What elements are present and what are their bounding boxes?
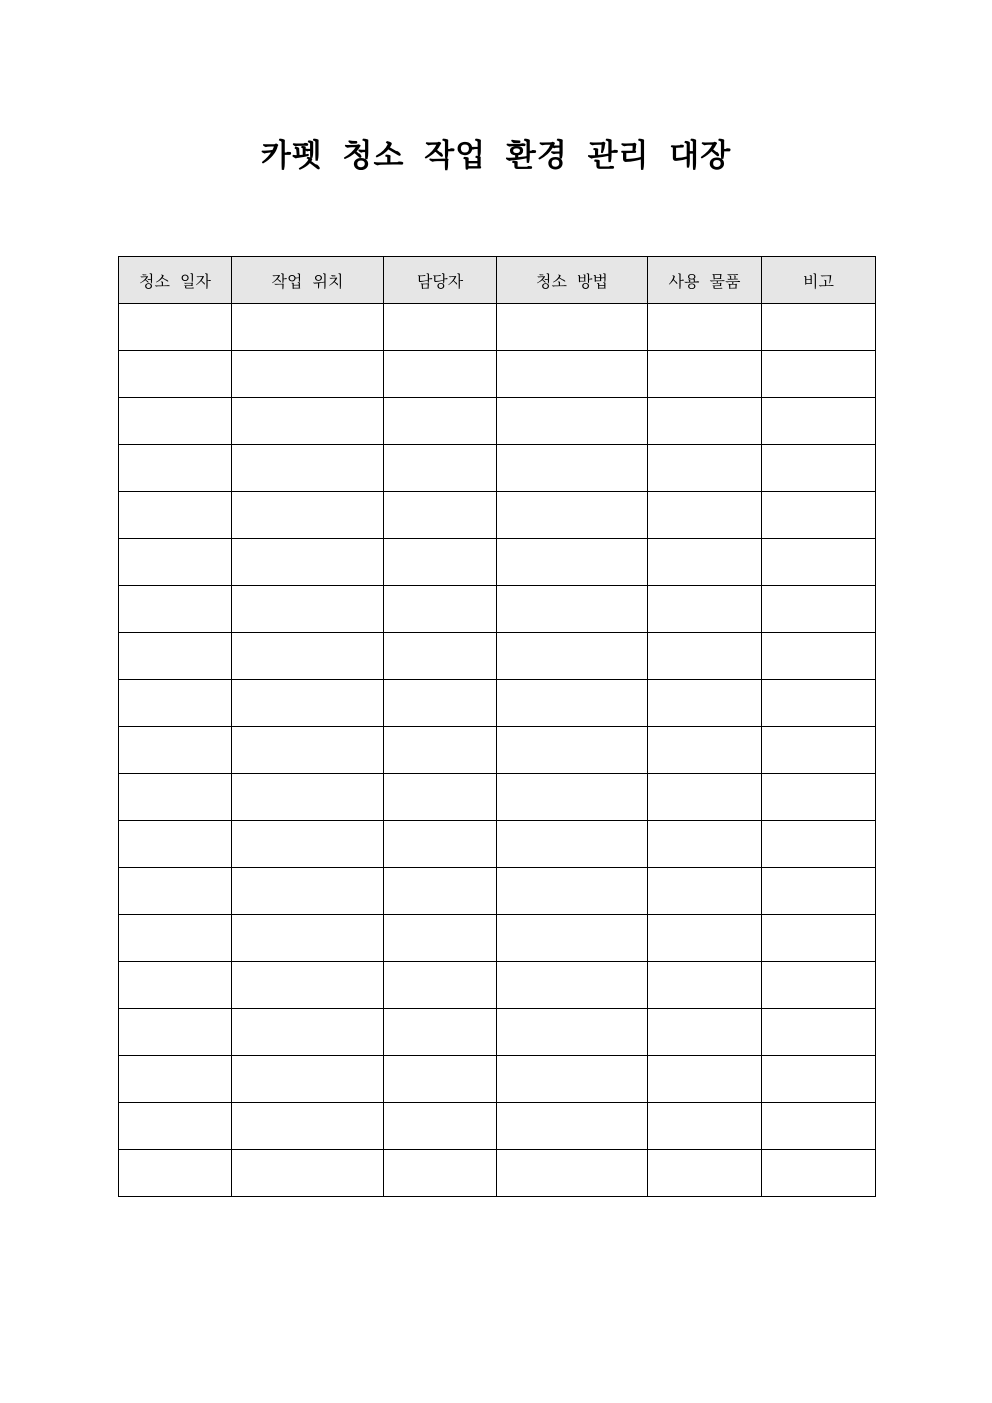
cell-cleaning-date[interactable] — [119, 868, 232, 915]
cell-cleaning-method[interactable] — [497, 680, 648, 727]
cell-cleaning-method[interactable] — [497, 821, 648, 868]
cell-cleaning-method[interactable] — [497, 868, 648, 915]
cleaning-log-table — [118, 256, 876, 1197]
table-row — [119, 868, 876, 915]
cell-work-location[interactable] — [232, 680, 384, 727]
cell-cleaning-date[interactable] — [119, 1009, 232, 1056]
cell-person-in-charge[interactable] — [384, 398, 497, 445]
cell-cleaning-method[interactable] — [497, 1056, 648, 1103]
table-row — [119, 1056, 876, 1103]
table-row — [119, 492, 876, 539]
cell-remarks[interactable] — [762, 1150, 876, 1197]
cell-supplies-used[interactable] — [648, 915, 762, 962]
table-row — [119, 962, 876, 1009]
table-header-row — [119, 257, 876, 304]
cell-work-location[interactable] — [232, 633, 384, 680]
cell-work-location[interactable] — [232, 586, 384, 633]
cell-supplies-used[interactable] — [648, 445, 762, 492]
cell-supplies-used[interactable] — [648, 868, 762, 915]
table-row — [119, 304, 876, 351]
cell-cleaning-date[interactable] — [119, 586, 232, 633]
cell-person-in-charge[interactable] — [384, 445, 497, 492]
table-row — [119, 774, 876, 821]
cell-cleaning-method[interactable] — [497, 633, 648, 680]
cell-person-in-charge[interactable] — [384, 774, 497, 821]
cell-remarks[interactable] — [762, 680, 876, 727]
table-row — [119, 633, 876, 680]
cell-remarks[interactable] — [762, 915, 876, 962]
header-cleaning-date: 청소 일자 — [119, 257, 232, 304]
cell-work-location[interactable] — [232, 1103, 384, 1150]
cell-cleaning-date[interactable] — [119, 915, 232, 962]
cell-remarks[interactable] — [762, 586, 876, 633]
cell-supplies-used[interactable] — [648, 1150, 762, 1197]
cell-person-in-charge[interactable] — [384, 304, 497, 351]
cell-work-location[interactable] — [232, 1056, 384, 1103]
cell-cleaning-date[interactable] — [119, 398, 232, 445]
cell-supplies-used[interactable] — [648, 492, 762, 539]
cell-cleaning-method[interactable] — [497, 304, 648, 351]
cell-person-in-charge[interactable] — [384, 821, 497, 868]
cell-cleaning-date[interactable] — [119, 445, 232, 492]
cell-remarks[interactable] — [762, 868, 876, 915]
cell-remarks[interactable] — [762, 821, 876, 868]
cell-cleaning-method[interactable] — [497, 398, 648, 445]
cell-cleaning-method[interactable] — [497, 727, 648, 774]
cell-supplies-used[interactable] — [648, 304, 762, 351]
cell-remarks[interactable] — [762, 633, 876, 680]
cell-person-in-charge[interactable] — [384, 539, 497, 586]
cell-cleaning-method[interactable] — [497, 586, 648, 633]
cell-work-location[interactable] — [232, 1009, 384, 1056]
cell-cleaning-method[interactable] — [497, 962, 648, 1009]
cell-person-in-charge[interactable] — [384, 492, 497, 539]
cell-remarks[interactable] — [762, 1009, 876, 1056]
header-remarks: 비고 — [762, 257, 876, 304]
cell-supplies-used[interactable] — [648, 821, 762, 868]
table-row — [119, 539, 876, 586]
cell-cleaning-date[interactable] — [119, 680, 232, 727]
table-row — [119, 821, 876, 868]
cell-work-location[interactable] — [232, 774, 384, 821]
cell-work-location[interactable] — [232, 727, 384, 774]
cell-remarks[interactable] — [762, 1103, 876, 1150]
cell-supplies-used[interactable] — [648, 586, 762, 633]
cell-supplies-used[interactable] — [648, 1009, 762, 1056]
cell-supplies-used[interactable] — [648, 680, 762, 727]
cell-supplies-used[interactable] — [648, 1103, 762, 1150]
table-row — [119, 915, 876, 962]
cell-remarks[interactable] — [762, 398, 876, 445]
cell-supplies-used[interactable] — [648, 727, 762, 774]
cell-person-in-charge[interactable] — [384, 868, 497, 915]
cell-person-in-charge[interactable] — [384, 1150, 497, 1197]
cell-person-in-charge[interactable] — [384, 633, 497, 680]
table-row — [119, 398, 876, 445]
cell-person-in-charge[interactable] — [384, 586, 497, 633]
cell-remarks[interactable] — [762, 727, 876, 774]
cell-cleaning-date[interactable] — [119, 351, 232, 398]
cell-cleaning-method[interactable] — [497, 915, 648, 962]
cell-cleaning-date[interactable] — [119, 727, 232, 774]
table-row — [119, 351, 876, 398]
table-row — [119, 1150, 876, 1197]
cell-supplies-used[interactable] — [648, 351, 762, 398]
cell-remarks[interactable] — [762, 962, 876, 1009]
table-row — [119, 445, 876, 492]
cell-work-location[interactable] — [232, 915, 384, 962]
table-row — [119, 1103, 876, 1150]
cell-person-in-charge[interactable] — [384, 915, 497, 962]
cell-cleaning-method[interactable] — [497, 539, 648, 586]
cell-cleaning-date[interactable] — [119, 539, 232, 586]
cell-work-location[interactable] — [232, 868, 384, 915]
cell-work-location[interactable] — [232, 304, 384, 351]
cell-person-in-charge[interactable] — [384, 1056, 497, 1103]
cell-work-location[interactable] — [232, 445, 384, 492]
cell-remarks[interactable] — [762, 304, 876, 351]
cell-work-location[interactable] — [232, 821, 384, 868]
cell-cleaning-date[interactable] — [119, 1150, 232, 1197]
cell-person-in-charge[interactable] — [384, 1103, 497, 1150]
header-person-in-charge: 담당자 — [384, 257, 497, 304]
cell-cleaning-date[interactable] — [119, 821, 232, 868]
cell-cleaning-date[interactable] — [119, 1103, 232, 1150]
cell-remarks[interactable] — [762, 774, 876, 821]
cell-person-in-charge[interactable] — [384, 962, 497, 1009]
cell-cleaning-method[interactable] — [497, 445, 648, 492]
cell-cleaning-method[interactable] — [497, 774, 648, 821]
cell-cleaning-method[interactable] — [497, 351, 648, 398]
cell-supplies-used[interactable] — [648, 962, 762, 1009]
page-title: 카펫 청소 작업 환경 관리 대장 — [260, 138, 732, 174]
header-supplies-used: 사용 물품 — [648, 257, 762, 304]
cell-remarks[interactable] — [762, 539, 876, 586]
table-row — [119, 727, 876, 774]
cell-person-in-charge[interactable] — [384, 727, 497, 774]
cell-cleaning-method[interactable] — [497, 492, 648, 539]
cell-person-in-charge[interactable] — [384, 680, 497, 727]
cell-cleaning-date[interactable] — [119, 774, 232, 821]
cell-remarks[interactable] — [762, 492, 876, 539]
table-row — [119, 586, 876, 633]
cell-supplies-used[interactable] — [648, 398, 762, 445]
cell-supplies-used[interactable] — [648, 774, 762, 821]
cell-cleaning-date[interactable] — [119, 492, 232, 539]
table-body — [119, 304, 876, 1197]
cell-cleaning-method[interactable] — [497, 1150, 648, 1197]
cell-supplies-used[interactable] — [648, 633, 762, 680]
cell-supplies-used[interactable] — [648, 1056, 762, 1103]
cell-remarks[interactable] — [762, 351, 876, 398]
cell-cleaning-date[interactable] — [119, 1056, 232, 1103]
cell-work-location[interactable] — [232, 398, 384, 445]
cell-work-location[interactable] — [232, 351, 384, 398]
cell-cleaning-method[interactable] — [497, 1009, 648, 1056]
cell-work-location[interactable] — [232, 1150, 384, 1197]
cell-cleaning-date[interactable] — [119, 633, 232, 680]
cell-person-in-charge[interactable] — [384, 351, 497, 398]
header-cleaning-method: 청소 방법 — [497, 257, 648, 304]
cell-cleaning-date[interactable] — [119, 304, 232, 351]
cell-cleaning-method[interactable] — [497, 1103, 648, 1150]
cell-work-location[interactable] — [232, 492, 384, 539]
cell-work-location[interactable] — [232, 962, 384, 1009]
cell-supplies-used[interactable] — [648, 539, 762, 586]
cell-person-in-charge[interactable] — [384, 1009, 497, 1056]
header-work-location: 작업 위치 — [232, 257, 384, 304]
cell-work-location[interactable] — [232, 539, 384, 586]
cell-cleaning-date[interactable] — [119, 962, 232, 1009]
table-row — [119, 680, 876, 727]
table-row — [119, 1009, 876, 1056]
cell-remarks[interactable] — [762, 1056, 876, 1103]
cell-remarks[interactable] — [762, 445, 876, 492]
